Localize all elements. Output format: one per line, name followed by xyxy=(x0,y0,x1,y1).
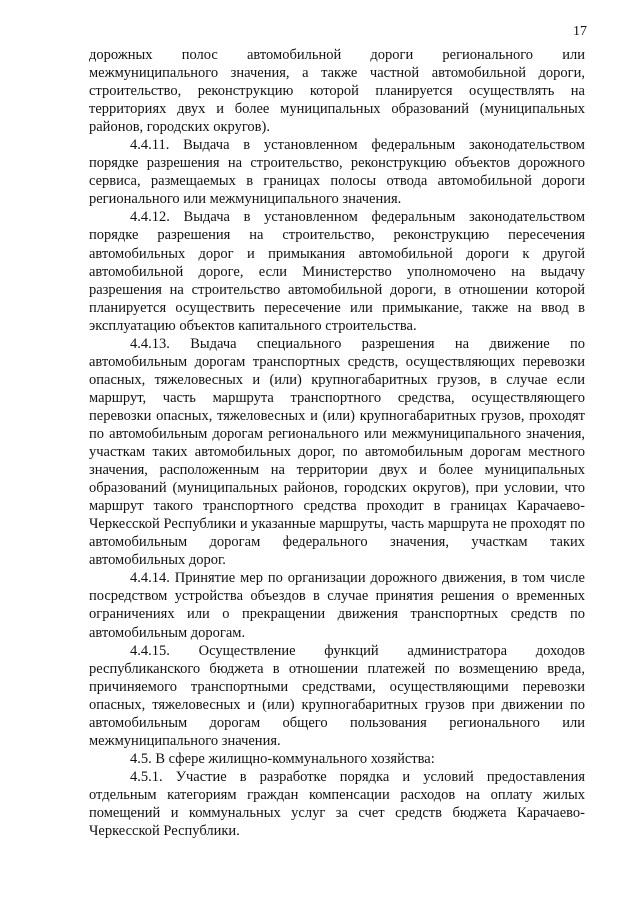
paragraph-4-4-13: 4.4.13. Выдача специального разрешения на движение по автомобильным дорогам транспортных средств, осуществляющих перевозки опасных, тяжеловесных и (или) крупногабаритных грузов, в случае если маршрут, часть маршрута транспортного средства, осуществляющего перевозки опасных, тяжеловесных и (или) крупногабаритных грузов, проходят по автомобильным дорогам регионального или межмуниципального значения, участкам таких автомобильных дорог, по автомобильным дорогам местного значения, расположенным на территории двух и более муниципальных образований (муниципальных районов, городских округов), при условии, что маршрут такого транспортного средства проходит в границах Карачаево-Черкесской Республики и указанные маршруты, часть маршрута не проходят по автомобильным дорогам федерального значения, участкам таких автомобильных дорог. xyxy=(89,335,585,569)
paragraph-continuation: дорожных полос автомобильной дороги регионального или межмуниципального значения, а также частной автомобильной дороги, строительство, реконструкцию которой планируется осуществлять на территориях двух и более муниципальных образований (муниципальных районов, городских округов). xyxy=(89,47,585,136)
paragraph-4-4-11: 4.4.11. Выдача в установленном федеральным законодательством порядке разрешения на строительство, реконструкцию объектов дорожного сервиса, размещаемых в границах полосы отвода автомобильной дороги регионального или межмуниципального значения. xyxy=(89,137,585,208)
document-body xyxy=(89,46,585,840)
paragraph-4-4-15: 4.4.15. Осуществление функций администратора доходов республиканского бюджета в отношении платежей по возмещению вреда, причиняемого транспортными средствами, осуществляющими перевозки опасных, тяжеловесных и (или) крупногабаритных грузов при движении по автомобильным дорогам общего пользования регионального или межмуниципального значения. xyxy=(89,642,585,749)
paragraph-4-4-14: 4.4.14. Принятие мер по организации дорожного движения, в том числе посредством устройства объездов в случае принятия решения о временных ограничениях или о прекращении движения транспортных средств по автомобильным дорогам. xyxy=(89,570,585,641)
paragraph-4-5-1: 4.5.1. Участие в разработке порядка и условий предоставления отдельным категориям граждан компенсации расходов на оплату жилых помещений и коммунальных услуг за счет средств бюджета Карачаево-Черкесской Республики. xyxy=(89,768,585,840)
page-number: 17 xyxy=(573,24,587,39)
paragraph-4-4-12: 4.4.12. Выдача в установленном федеральным законодательством порядке разрешения на строительство, реконструкцию пересечения автомобильных дорог и примыкания автомобильной дороги к другой автомобильной дороге, если Министерство уполномочено на выдачу разрешения на строительство автомобильной дороги, в отношении которой планируется осуществить пересечение или примыкание, также на ввод в эксплуатацию объектов капитального строительства. xyxy=(89,209,585,334)
section-heading-4-5: 4.5. В сфере жилищно-коммунального хозяйства: xyxy=(130,750,435,767)
